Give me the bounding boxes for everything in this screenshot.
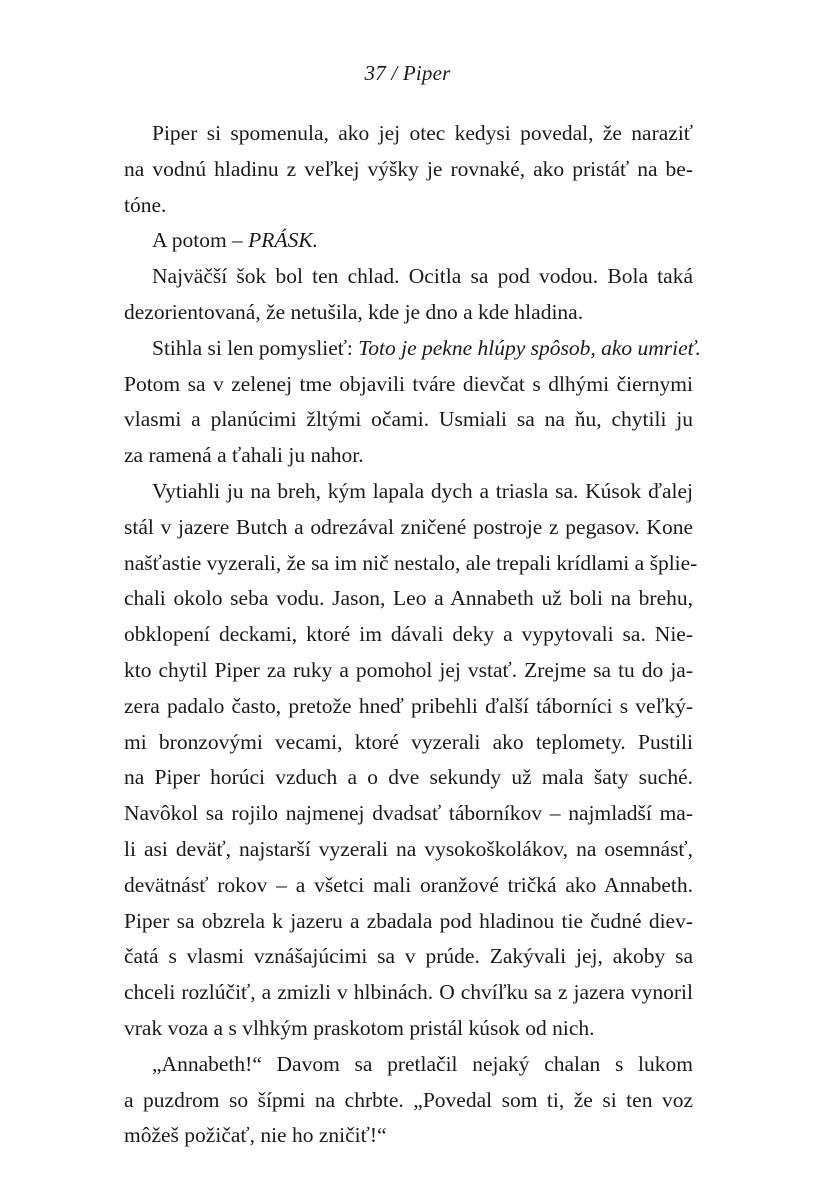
text-line-content: zera padalo často, pretože hneď pribehli ďalší táborníci s veľký- <box>124 693 693 718</box>
text-line-content: chali okolo seba vodu. Jason, Leo a Annabeth už boli na brehu, <box>124 586 693 611</box>
text-line <box>124 1118 693 1154</box>
text-line <box>124 760 693 796</box>
text-line <box>124 295 693 331</box>
text-line <box>124 116 693 152</box>
text-line <box>124 223 693 259</box>
text-line <box>124 259 693 295</box>
text-line-content: Navôkol sa rojilo najmenej dvadsať táborníkov – najmladší ma- <box>124 801 693 826</box>
text-line <box>124 1011 693 1047</box>
italic-text: PRÁSK. <box>248 228 319 253</box>
text-line <box>124 331 701 367</box>
text-line-content: Vytiahli ju na breh, kým lapala dych a triasla sa. Kúsok ďalej <box>152 478 693 503</box>
text-line <box>124 581 693 617</box>
text-line <box>124 796 693 832</box>
text-line <box>124 474 693 510</box>
text-line <box>124 689 693 725</box>
text-line-content: vrak voza a s vlhkým praskotom pristál kúsok od nich. <box>124 1015 595 1040</box>
text-line-content: Najväčší šok bol ten chlad. Ocitla sa pod vodou. Bola taká <box>152 264 693 289</box>
text-line-content: mi bronzovými vecami, ktoré vyzerali ako teplomety. Pustili <box>124 729 693 754</box>
text-line-content: „Annabeth!“ Davom sa pretlačil nejaký chalan s lukom <box>152 1051 693 1076</box>
text-line-content: na Piper horúci vzduch a o dve sekundy už mala šaty suché. <box>124 765 693 790</box>
text-line-content: obklopení deckami, ktoré im dávali deky a vypytovali sa. Nie- <box>124 622 693 647</box>
text-line-content: devätnásť rokov – a všetci mali oranžové tričká ako Annabeth. <box>124 872 693 897</box>
text-line <box>124 438 693 474</box>
text-line-content: stál v jazere Butch a odrezával zničené postroje z pegasov. Kone <box>124 514 693 539</box>
text-line-content: kto chytil Piper za ruky a pomohol jej vstať. Zrejme sa tu do ja- <box>124 657 693 682</box>
text-line-content: za ramená a ťahali ju nahor. <box>124 443 364 468</box>
text-line-content: Piper si spomenula, ako jej otec kedysi povedal, že naraziť <box>152 121 693 145</box>
running-head <box>0 58 815 88</box>
text-line <box>124 1083 693 1119</box>
body-text <box>124 116 701 1154</box>
text-line-content: chceli rozlúčiť, a zmizli v hlbinách. O chvíľku sa z jazera vynoril <box>124 980 693 1005</box>
italic-text: Toto je pekne hlúpy spôsob, ako umrieť. <box>358 335 701 360</box>
text-line <box>124 653 693 689</box>
text-line-content: Stihla si len pomyslieť: <box>152 335 359 360</box>
text-line-content: tóne. <box>124 192 167 217</box>
text-line <box>124 725 693 761</box>
text-line-content: dezorientovaná, že netušila, kde je dno a kde hladina. <box>124 299 584 324</box>
text-line <box>124 546 698 582</box>
text-line <box>124 367 693 403</box>
text-line <box>124 832 693 868</box>
text-line-content: a puzdrom so šípmi na chrbte. „Povedal som ti, že si ten voz <box>124 1087 693 1112</box>
text-line-content: môžeš požičať, nie ho zničiť!“ <box>124 1123 387 1148</box>
text-line <box>124 617 693 653</box>
text-line-content: našťastie vyzerali, že sa im nič nestalo, ale trepali krídlami a šplie- <box>124 550 698 575</box>
text-line <box>124 939 693 975</box>
text-line <box>124 152 693 188</box>
text-line <box>124 904 693 940</box>
running-head-separator: / <box>385 61 403 85</box>
text-line-content: vlasmi a planúcimi žltými očami. Usmiali sa na ňu, chytili ju <box>124 407 693 432</box>
text-line-content: na vodnú hladinu z veľkej výšky je rovnaké, ako pristáť na be- <box>124 156 693 181</box>
chapter-title: Piper <box>402 61 451 85</box>
text-line <box>124 975 693 1011</box>
text-line-content: li asi deväť, najstarší vyzerali na vysokoškolákov, na osemnásť, <box>124 836 693 861</box>
text-line-content: Potom sa v zelenej tme objavili tváre dievčat s dlhými čiernymi <box>124 371 693 396</box>
page-number: 37 <box>364 61 386 85</box>
text-line-content: čatá s vlasmi vznášajúcimi sa v prúde. Zakývali jej, akoby sa <box>124 944 693 969</box>
text-line-content: Piper sa obzrela k jazeru a zbadala pod hladinou tie čudné diev- <box>124 908 693 933</box>
text-line-content: A potom – <box>152 228 249 253</box>
text-line <box>124 402 693 438</box>
text-line <box>124 868 693 904</box>
text-line <box>124 510 693 546</box>
text-line <box>124 188 693 224</box>
text-line <box>124 1047 693 1083</box>
